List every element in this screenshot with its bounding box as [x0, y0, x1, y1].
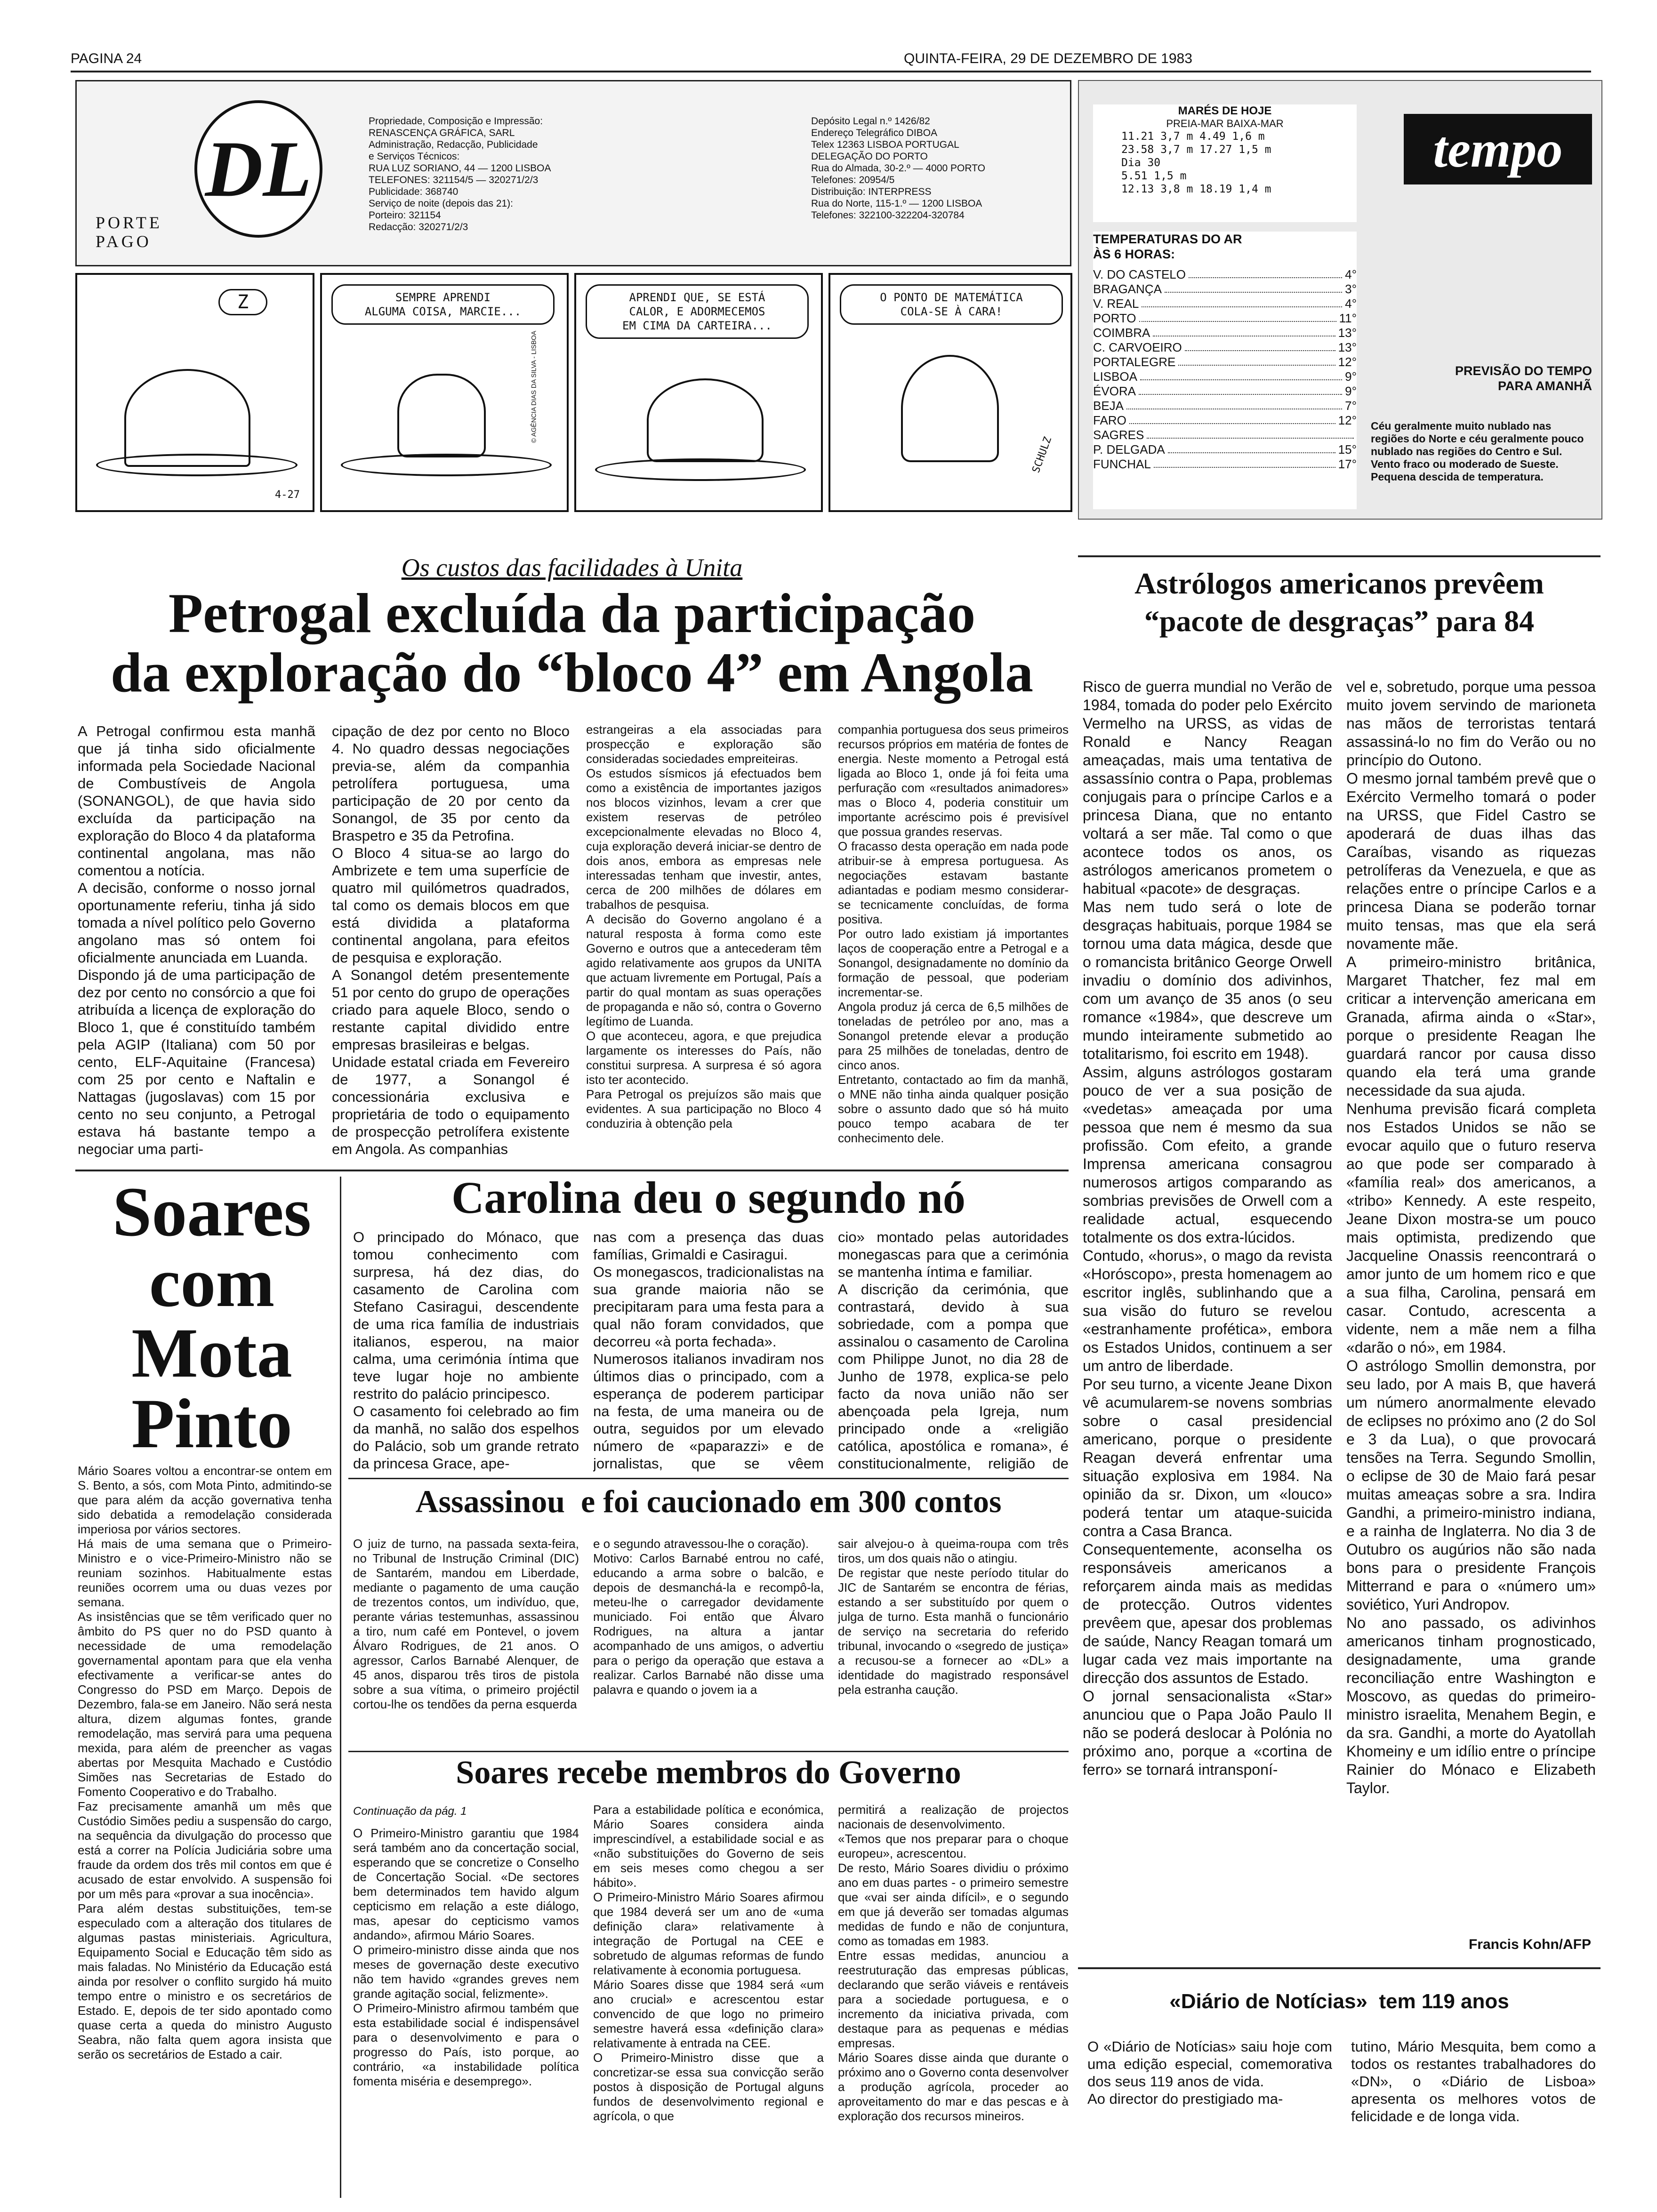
diario-col-2: tutino, Mário Mesquita, bem como a todos os restantes trabalhadores do «DN», o «Diário de Lisboa» apresenta os melhores votos de felicidade e de longa vida. — [1351, 2038, 1596, 2124]
temperature-city: LISBOA — [1093, 369, 1137, 384]
governo-headline: Soares recebe membros do Governo — [456, 1755, 961, 1791]
assassinou-bottom-rule — [348, 1751, 1069, 1752]
astrologos-headline: Astrólogos americanos prevêem “pacote de desgraças” para 84 — [1134, 567, 1544, 638]
dot-leader — [1140, 369, 1342, 380]
temperature-value: 12° — [1338, 355, 1357, 369]
temperature-city: COIMBRA — [1093, 326, 1150, 340]
governo-col-3: permitirá a realização de projectos nacionais de desenvolvimento. «Temos que nos preparar para o choque europeu», acrescentou. De resto, Mário Soares dividiu o próximo ano em duas partes - o primeiro semestre que «vai ser ainda difícil», e o segundo em que já deverão ser tomadas algumas medidas de fundo e não de conjuntura, como as tomadas em 1983. Entre essas medidas, anunciou a reestruturação das empresas públicas, declarando que serão viáveis e rentáveis para a sociedade portuguesa, e o incremento da iniciativa privada, com destaque para as pequenas e médias empresas. Mário Soares disse ainda que durante o próximo ano o Governo conta desenvolver a produção agrícola, proceder ao aproveitamento do mar e das pescas e à exploração dos recursos mineiros. — [838, 1803, 1069, 2123]
temperature-value: 7° — [1345, 399, 1357, 413]
assassinou-col-1: O juiz de turno, na passada sexta-feira, no Tribunal de Instrução Criminal (DIC) de Santarém, mandou em Liberdade, mediante o pagamento de uma caução de trezentos contos, um indivíduo, que, perante várias testemunhas, assassinou a tiro, num café em Pontevel, o jovem Álvaro Rodrigues, de 21 anos. O agressor, Carlos Barnabé Alenquer, de 45 anos, disparou três tiros de pistola sobre a sua vítima, o primeiro projéctil cortou-lhe os tendões da perna esquerda — [353, 1537, 579, 1711]
governo-continuation: Continuação da pág. 1 — [353, 1805, 467, 1818]
dot-leader — [1189, 267, 1342, 278]
petrogal-bottom-rule — [75, 1170, 1069, 1171]
diario-headline: «Diário de Notícias» tem 119 anos — [1169, 1990, 1509, 2013]
dot-leader — [1126, 399, 1342, 409]
tide-row: Dia 30 — [1121, 157, 1161, 169]
comic-agency-credit: © AGÊNCIA DIAS DA SILVA - LISBOA — [530, 330, 538, 443]
petrogal-kicker: Os custos das facilidades à Unita — [401, 553, 743, 582]
masthead-publisher-info: Propriedade, Composição e Impressão: RENASCENÇA GRÁFICA, SARL Administração, Redacção, Publicidade e Serviços Técnicos: RUA LUZ SORIANO, 44 — 1200 LISBOA TELEFONES: 321154/5 — 320271/2/3 Publicidade: 368740 Serviço de noite (depois das 21): Porteiro: 321154 Redacção: 320271/2/3 — [369, 116, 551, 232]
temperature-row — [1093, 355, 1357, 369]
masthead-legal-info: Depósito Legal n.º 1426/82 Endereço Telegráfico DIBOA Telex 12363 LISBOA PORTUGAL DELEGAÇÃO DO PORTO Rua do Almada, 30-2.º — 4000 PORTO Telefones: 20954/5 Distribuição: INTERPRESS Rua do Norte, 115-1.º — 1200 LISBOA Telefones: 322100-322204-320784 — [811, 116, 985, 221]
temperature-city: C. CARVOEIRO — [1093, 340, 1182, 354]
temperature-value: 3° — [1345, 282, 1357, 296]
assassinou-headline: Assassinou e foi caucionado em 300 contos — [415, 1483, 1002, 1519]
temperature-row — [1093, 311, 1357, 326]
dot-leader — [1147, 428, 1354, 439]
dot-leader — [1185, 340, 1335, 351]
temperature-value: 15° — [1338, 442, 1357, 457]
tides-list — [1093, 130, 1357, 196]
temperature-row — [1093, 399, 1357, 413]
dl-logo-text: DL — [205, 124, 312, 213]
temperature-city: FUNCHAL — [1093, 457, 1151, 471]
comic-panel-1 — [75, 273, 314, 512]
petrogal-col-1: A Petrogal confirmou esta manhã que já tinha sido oficialmente informada pela Sociedade Nacional de Combustíveis de Angola (SONANGOL), de que havia sido excluída da participação na exploração do Bloco 4 da plataforma continental angolana, mas não comentou a notícia. A decisão, conforme o nosso jornal oportunamente referiu, tinha já sido tomada a nível político pelo Governo angolano mas só ontem foi oficialmente anunciada em Luanda. Dispondo já de uma participação de dez por cento no consórcio a que foi atribuída a licença de exploração do Bloco 1, que é constituído também pela AGIP (Italiana) com 50 por cento, ELF-Aquitaine (Francesa) com 25 por cento e Naftalin e Nattagas (jugoslavas) com 15 por cento no seu conjunto, a Petrogal estava há bastante tempo a negociar uma parti- — [78, 723, 315, 1157]
temperature-value: 13° — [1338, 340, 1357, 354]
comic-bubble-1: Z — [218, 289, 267, 315]
governo-col-2: Para a estabilidade política e económica, Mário Soares considera ainda imprescindível, a estabilidade social e as «não substituições do Governo de seis em seis meses como chegou a ser hábito». O Primeiro-Ministro Mário Soares afirmou que 1984 deverá ser um ano de «uma definição clara» relativamente à integração de Portugal na CEE e sobretudo de algumas reformas de fundo relativamente à economia portuguesa. Mário Soares disse que 1984 será «um ano crucial» e acrescentou estar convencido de que logo no primeiro semestre haverá essa «definição clara» relativamente à entrada na CEE. O Primeiro-Ministro disse que a concretizar-se essa sua convicção serão postos à disposição de Portugal alguns fundos de desenvolvimento regional e agrícola, o que — [593, 1803, 824, 2123]
dot-leader — [1139, 311, 1336, 322]
weather-box — [1078, 80, 1602, 520]
tide-row: 12.13 3,8 m 18.19 1,4 m — [1121, 183, 1271, 195]
peppermint-patty-figure — [647, 378, 764, 462]
dot-leader — [1178, 355, 1335, 366]
carolina-col-3: cio» montado pelas autoridades monegascas para que a cerimónia se mantenha íntima e familiar. A discrição da cerimónia, que contrastará, devido à sua sobriedade, com a pompa que assinalou o casamento de Carolina com Philippe Junot, no dia 28 de Junho de 1978, explica-se pelo facto da nova união não ser abençoada pela Igreja, num principado onde a «religião católica, apostólica e romana», é constitucionalmente, religião de — [838, 1229, 1069, 1472]
astrologos-col-2: vel e, sobretudo, porque uma pessoa muito jovem servindo de marioneta nas mãos de terroristas tentará assassiná-lo no fim do Verão ou no princípio do Outono. O mesmo jornal também prevê que o Exército Vermelho tomará o poder na URSS, que Fidel Castro se apoderará de duas ilhas das Caraíbas, visando as riquezas petrolíferas da Venezuela, e que as relações entre o príncipe Carlos e a princesa Diana se poderão tornar muito tensas, mas que ela será novamente mãe. A primeiro-ministro britânica, Margaret Thatcher, fez mal em criticar a intervenção americana em Granada, afirma ainda o «Star», porque o presidente Reagan lhe guardará rancor por causa disso quando ela terá uma grande necessidade da sua ajuda. Nenhuma previsão ficará completa nos Estados Unidos se não se evocar aquilo que o futuro reserva ao que pode ser comparado à «família real» dos americanos, a «tribo» Kennedy. A este respeito, Jeane Dixon mostra-se um pouco mais optimista, predizendo que Jacqueline Onassis reencontrará o amor junto de um homem rico e que a sua filha, Carolina, pensará em casar. Contudo, acrescenta a vidente, nem a mãe nem a filha «darão o nó», em 1984. O astrólogo Smollin demonstra, por seu lado, por A mais B, que haverá um número anormalmente elevado de eclipses no próximo ano (2 do Sol e 3 da Lua), o que provocará tensões na Terra. Segundo Smollin, o eclipse de 30 de Maio fará pesar muitas ameaças sobre a sra. Indira Gandhi, a primeiro-ministro indiana, e a rainha de Inglaterra. No dia 3 de Outubro os augúrios não são nada bons para o presidente François Mitterrand e para o «número um» soviético, Yuri Andropov. No ano passado, os adivinhos americanos tinham prognosticado, designadamente, uma grande reconciliação entre Washington e Moscovo, as quedas do primeiro-ministro israelita, Menahem Begin, e da sra. Gandhi, a morte do Ayatollah Khomeiny e um idílio entre o príncipe Rainier do Mónaco e Elizabeth Taylor. — [1346, 678, 1596, 1796]
tides-title: MARÉS DE HOJE — [1178, 104, 1272, 117]
assassinou-col-3: sair alvejou-o à queima-roupa com três tiros, um dos quais não o atingiu. De registar que neste período titular do JIC de Santarém se encontra de férias, estando a ser substituído por quem o julga de turno. Esta manhã o funcionário de serviço na secretaria do referido tribunal, invocando o «segredo de justiça» a recusou-se a fornecer ao «DL» a identidade do magistrado responsável pela estranha caução. — [838, 1537, 1069, 1697]
soares-mota-text: Mário Soares voltou a encontrar-se ontem em S. Bento, a sós, com Mota Pinto, admitindo-se que para além da acção governativa tenha sido debatida a remodelação considerada imperiosa por vários sectores. Há mais de uma semana que o Primeiro-Ministro e o vice-Primeiro-Ministro não se reuniam sozinhos. Habitualmente estas reuniões ocorrem uma ou duas vezes por semana. As insistências que se têm verificado quer no âmbito do PS quer no do PSD quanto à necessidade de uma remodelação governamental apontam para que ela venha efectivamente a verificar-se antes do Congresso do PSD em Março. Depois de Dezembro, fala-se em Janeiro. Não será nesta altura, dizem algumas fontes, grande remodelação, mas servirá para uma pequena mexida, para além de preencher as vagas abertas por Mesquita Machado e Custódio Simões nas Secretarias de Estado do Fomento Cooperativo e do Trabalho. Faz precisamente amanhã um mês que Custódio Simões pediu a suspensão do cargo, na sequência da divulgação do processo que está a correr na Polícia Judiciária sobre uma fraude da ordem dos três mil contos em que é acusado de estar envolvido. A suspensão foi por um mês para «provar a sua inocência». Para além destas substituições, tem-se especulado com a alteração dos titulares de algumas pastas ministeriais. Agricultura, Equipamento Social e Educação têm sido as mais faladas. No Ministério da Educação está ainda por resolver o conflito surgido há muito tempo entre o ministro e os secretários de Estado. E, depois de ter sido apontado como quase certa a queda do ministro Augusto Seabra, não falta quem agora insista que serão os secretários de Estado a cair. — [78, 1464, 332, 2061]
dot-leader — [1168, 442, 1335, 453]
desk — [341, 454, 552, 476]
comic-bubble-3: APRENDI QUE, SE ESTÁ CALOR, E ADORMECEMOS EM CIMA DA CARTEIRA... — [586, 284, 809, 339]
dot-leader — [1154, 457, 1335, 468]
astrologos-frame-top — [1078, 555, 1601, 557]
diario-col-1: O «Diário de Notícias» saiu hoje com uma edição especial, comemorativa dos seus 119 anos de vida. Ao director do prestigiado ma- — [1087, 2038, 1332, 2107]
petrogal-headline: Petrogal excluída da participação da exploração do “bloco 4” em Angola — [110, 582, 1034, 704]
marcie-figure — [397, 374, 486, 457]
temperature-city: SAGRES — [1093, 428, 1144, 442]
dot-leader — [1153, 326, 1335, 337]
dot-leader — [1165, 282, 1342, 293]
carolina-bottom-rule — [348, 1478, 1069, 1479]
temperature-row — [1093, 457, 1357, 472]
petrogal-col-3: estrangeiras a ela associadas para prospecção e exploração são consideradas sociedades empreiteiras. Os estudos sísmicos já efectuados bem como a existência de importantes jazigos nos blocos vizinhos, levam a crer que existem reservas de petróleo excepcionalmente elevadas no Bloco 4, cuja exploração deverá iniciar-se dentro de dois anos, embora as empresas nele interessadas tenham que investir, antes, cerca de 200 milhões de dólares em trabalhos de pesquisa. A decisão do Governo angolano é a natural resposta à forma como este Governo e outros que a antecederam têm agido relativamente aos grupos da UNITA que actuam livremente em Portugal, País a partir do qual montam as suas operações de propaganda e não só, contra o Governo legítimo de Luanda. O que aconteceu, agora, e que prejudica largamente os interesses do País, não constitui surpresa. A surpresa é só agora isto ter acontecido. Para Petrogal os prejuízos são mais que evidentes. A sua participação no Bloco 4 conduziria à obtenção pela — [586, 722, 821, 1130]
forecast-title: PREVISÃO DO TEMPO PARA AMANHÃ — [1455, 364, 1592, 393]
temperature-row — [1093, 267, 1357, 282]
temperature-row — [1093, 442, 1357, 457]
temperature-city: BRAGANÇA — [1093, 282, 1162, 296]
temperature-value: 11° — [1339, 311, 1357, 325]
tide-row: 11.21 3,7 m 4.49 1,6 m — [1121, 130, 1265, 143]
comic-bubble-2: SEMPRE APRENDI ALGUMA COISA, MARCIE... — [331, 284, 555, 325]
temperature-city: P. DELGADA — [1093, 442, 1165, 457]
temperature-row — [1093, 369, 1357, 384]
petrogal-col-4: companhia portuguesa dos seus primeiros recursos próprios em matéria de fontes de energia. Neste momento a Petrogal está ligada ao Bloco 1, onde já foi feita uma perfuração com «resultados animadores» mas o Bloco 4, poderia constituir um importante acréscimo pois é previsível que possua grandes reservas. O fracasso desta operação em nada pode atribuir-se à empresa portuguesa. As negociações estavam bastante adiantadas e podiam mesmo considerar-se tecnicamente concluídas, de forma positiva. Por outro lado existiam já importantes laços de cooperação entre a Petrogal e a Sonangol, designadamente no domínio da formação de pessoal, que poderiam incrementar-se. Angola produz já cerca de 6,5 milhões de toneladas de petróleo por ano, mas a Sonangol pretende elevar a produção para 25 milhões de toneladas, dentro de cinco anos. Entretanto, contactado ao fim da manhã, o MNE não tinha ainda qualquer posição sobre o assunto dado que só há muito pouco tempo acabara de ter conhecimento dele. — [838, 722, 1069, 1145]
dot-leader — [1129, 413, 1335, 424]
temperature-row — [1093, 340, 1357, 355]
temperature-city: FARO — [1093, 413, 1126, 427]
temperature-city: BEJA — [1093, 399, 1124, 413]
desk — [595, 458, 806, 481]
petrogal-col-2: cipação de dez por cento no Bloco 4. No quadro dessas negociações previa-se, além da companhia petrolífera portuguesa, uma participação de 20 por cento da Sonangol, de 35 por cento da Braspetro e 35 da Petrofina. O Bloco 4 situa-se ao largo do Ambrizete e tem uma superfície de quatro mil quilómetros quadrados, tal como os demais blocos em que está dividida a plataforma continental angolana, para efeitos de pesquisa e exploração. A Sonangol detém presentemente 51 por cento do grupo de operações criado para aquele Bloco, sendo o restante capital dividido entre empresas brasileiras e belgas. Unidade estatal criada em Fevereiro de 1977, a Sonangol é concessionária exclusiva e proprietária de todo o equipamento de prospecção petrolífera existente em Angola. As companhias — [332, 723, 570, 1157]
peppermint-patty-figure — [124, 369, 250, 467]
page-number: PAGINA 24 — [71, 51, 142, 66]
soares-mota-divider — [340, 1177, 341, 2198]
tide-row: 23.58 3,7 m 17.27 1,5 m — [1121, 144, 1271, 156]
temperature-value: 13° — [1338, 326, 1357, 340]
masthead — [75, 80, 1071, 266]
tides-box — [1093, 104, 1357, 222]
astrologos-byline: Francis Kohn/AFP — [1468, 1937, 1591, 1952]
forecast-text: Céu geralmente muito nublado nas regiões do Norte e céu geralmente pouco nublado nas regiões do Centro e Sul. Vento fraco ou moderado de Sueste. Pequena descida de temperatura. — [1371, 420, 1584, 483]
governo-col-1: O Primeiro-Ministro garantiu que 1984 será também ano da concertação social, esperando que se concretize o Conselho de Concertação Social. «De sectores bem determinados tem havido algum cepticismo em relação a este diálogo, mas, apesar do cepticismo vamos andando», afirmou Mário Soares. O primeiro-ministro disse ainda que nos meses de governação deste executivo não tem havido «grandes greves nem grande agitação social, felizmente». O Primeiro-Ministro afirmou também que esta estabilidade social é indispensável para o desenvolvimento e para o progresso do País, isto porque, ao contrário, «a instabilidade política fomenta miséria e desemprego». — [353, 1826, 579, 2088]
temperature-city: PORTO — [1093, 311, 1136, 325]
carolina-col-1: O principado do Mónaco, que tomou conhecimento com surpresa, há dez dias, do casamento de Carolina com Stefano Casiragui, descendente de uma rica família de industriais italianos, esperou, na maior calma, uma cerimónia íntima que teve lugar hoje no ambiente restrito do palácio principesco. O casamento foi celebrado ao fim da manhã, no salão dos espelhos do Palácio, sob um grande retrato da princesa Grace, ape- — [353, 1229, 579, 1472]
issue-date: QUINTA-FEIRA, 29 DE DEZEMBRO DE 1983 — [904, 51, 1192, 66]
temps-title: TEMPERATURAS DO AR ÀS 6 HORAS: — [1093, 232, 1242, 261]
weather-logo: tempo — [1404, 114, 1592, 184]
comic-signature: SCHULZ — [1030, 435, 1054, 475]
dl-logo — [194, 100, 322, 238]
temperature-row — [1093, 413, 1357, 428]
dot-leader — [1139, 384, 1342, 395]
soares-mota-headline: Soares com Mota Pinto — [112, 1173, 312, 1463]
comic-bubble-4: O PONTO DE MATEMÁTICA COLA-SE À CARA! — [840, 284, 1063, 325]
temperature-row — [1093, 428, 1357, 442]
temperature-value: 4° — [1345, 267, 1357, 281]
temperature-row — [1093, 384, 1357, 399]
temperature-city: ÉVORA — [1093, 384, 1136, 398]
temperature-value: 9° — [1345, 369, 1357, 384]
temperature-value: 12° — [1338, 413, 1357, 427]
comic-date-code: 4-27 — [275, 489, 300, 501]
astrologos-col-1: Risco de guerra mundial no Verão de 1984, tomada do poder pelo Exército Vermelho na URSS, as vidas de Ronald e Nancy Reagan ameaçadas, mais uma tentativa de assassínio contra o Papa, problemas conjugais para o príncipe Carlos e a princesa Diana, que no entanto voltará a ser mãe. Tal como o que acontece todos os anos, os astrólogos americanos prometem o habitual «pacote» de desgraças. Mas nem tudo será o lote de desgraças habituais, porque 1984 se tornou uma data mágica, desde que o romancista britânico George Orwell invadiu o domínio dos adivinhos, com um avanço de 35 anos (o seu romance «1984», que descreve um mundo inteiramente submetido ao totalitarismo, foi escrito em 1948). Assim, alguns astrólogos gostaram pouco de ver a sua posição de «vedetas» ameaçada por uma pessoa que nem é mesmo da sua profissão. Com efeito, a grande Imprensa americana consagrou numerosos artigos comparando as sombrias previsões de Orwell com a realidade actual, esquecendo totalmente os dos extra-lúcidos. Contudo, «horus», o mago da revista «Horóscopo», presta homenagem ao escritor inglês, sublinhando que a sua visão do futuro se revelou «estranhamente profética», embora os Estados Unidos, continuem a ser um antro de liberdade. Por seu turno, a vicente Jeane Dixon vê acumularem-se novens sombrias sobre o casal presidencial americano, porque o presidente Reagan deverá enfrentar uma situação explosiva em 1984. Na opinião da sr. Dixon, um «louco» poderá tentar um ataque-suicida contra a Casa Branca. Consequentemente, aconselha os responsáveis americanos a reforçarem ainda mais as medidas de protecção. Outros videntes prevêem que, apesar dos problemas de saúde, Nancy Reagan tomará um lugar cada vez mais importante na direcção dos assuntos de Estado. O jornal sensacionalista «Star» anunciou que o Papa João Paulo II não se poderá deslocar à Polónia no próximo ano, porque a «cortina de ferro» se tornará intransponí- — [1083, 678, 1332, 1778]
comic-strip — [75, 273, 1069, 518]
dot-leader — [1142, 297, 1342, 307]
temperature-value: 17° — [1338, 457, 1357, 471]
comic-panel-3 — [574, 273, 823, 512]
temperature-city: V. REAL — [1093, 297, 1139, 311]
astrologos-frame-bottom — [1078, 1967, 1601, 1969]
temperature-row — [1093, 282, 1357, 297]
temperature-city: V. DO CASTELO — [1093, 267, 1186, 281]
desk — [96, 454, 298, 476]
temperature-value: 4° — [1345, 297, 1357, 311]
tides-header: PREIA-MAR BAIXA-MAR — [1166, 118, 1284, 129]
peppermint-patty-figure — [901, 355, 999, 462]
comic-panel-4 — [828, 273, 1072, 512]
temperature-value: 9° — [1345, 384, 1357, 398]
tide-row: 5.51 1,5 m — [1121, 170, 1187, 182]
temperature-city: PORTALEGRE — [1093, 355, 1176, 369]
carolina-col-2: nas com a presença das duas famílias, Grimaldi e Casiragui. Os monegascos, tradicionalistas na sua grande maioria não se precipitaram para uma festa para a qual não foram convidados, que decorreu «à porta fechada». Numerosos italianos invadiram nos últimos dias o principado, com a esperança de poderem participar na festa, de uma maneira ou de outra, seguidos por um elevado número de «paparazzi» e de jornalistas, que se vêem — [593, 1229, 824, 1472]
top-rule — [71, 71, 1591, 72]
comic-panel-2 — [320, 273, 569, 512]
assassinou-col-2: e o segundo atravessou-lhe o coração). Motivo: Carlos Barnabé entrou no café, educando a arma sobre o balcão, e depois de desmanchá-la e recompô-la, meteu-lhe o carregador devidamente municiado. Foi então que Álvaro Rodrigues, na altura a jantar acompanhado de uns amigos, o advertiu para o perigo da operação que estava a realizar. Carlos Barnabé não disse uma palavra e quando o jovem ia a — [593, 1537, 824, 1697]
temperature-row — [1093, 297, 1357, 311]
carolina-headline: Carolina deu o segundo nó — [451, 1172, 965, 1223]
temperature-row — [1093, 326, 1357, 340]
temps-list — [1093, 267, 1357, 472]
temps-box — [1093, 232, 1357, 509]
porte-pago-stamp: PORTE PAGO — [96, 213, 162, 251]
